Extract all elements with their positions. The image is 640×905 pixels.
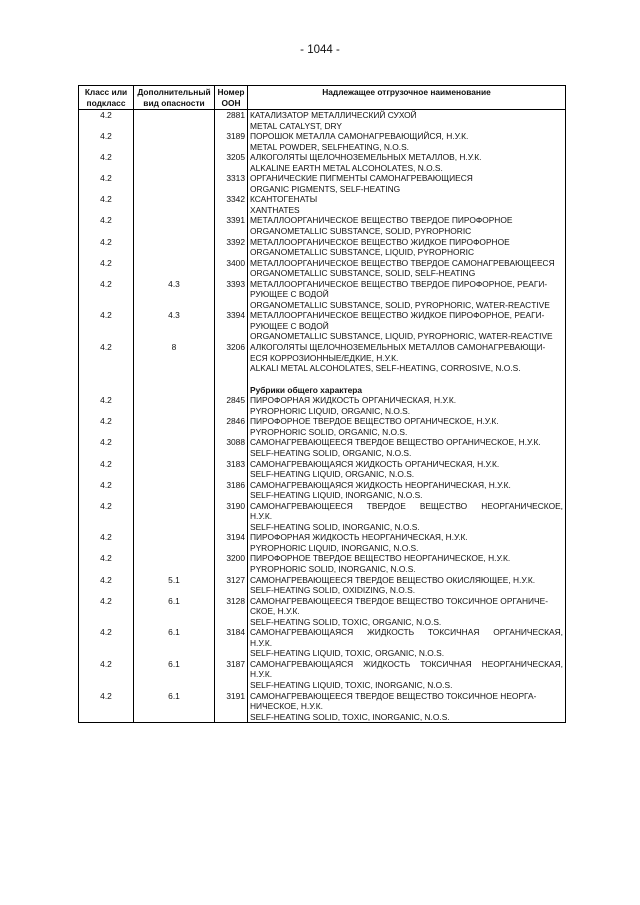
- table-row: [79, 659, 566, 691]
- class-cell: 4.2: [79, 110, 134, 132]
- shipping-name-line: ALKALI METAL ALCOHOLATES, SELF-HEATING, CORROSIVE, N.O.S.: [250, 363, 521, 374]
- un-number-cell: 3206: [215, 342, 248, 374]
- un-number-cell: 3391: [215, 215, 248, 236]
- class-cell: 4.2: [79, 131, 134, 152]
- un-number-cell: 3189: [215, 131, 248, 152]
- subsidiary-risk-cell: 6.1: [134, 596, 215, 628]
- table-row: [79, 416, 566, 437]
- shipping-name-line: PYROPHORIC LIQUID, ORGANIC, N.O.S.: [250, 405, 411, 416]
- shipping-name-cell: [248, 659, 566, 691]
- class-cell: 4.2: [79, 152, 134, 173]
- shipping-name-line: САМОНАГРЕВАЮЩАЯСЯ ЖИДКОСТЬ ТОКСИЧНАЯ ОРГАНИЧЕСКАЯ,: [250, 627, 563, 638]
- class-cell: 4.2: [79, 691, 134, 723]
- shipping-name-cell: [248, 437, 566, 458]
- table-row: [79, 691, 566, 723]
- empty-cell: [134, 374, 215, 396]
- shipping-name-line: Н.У.К.: [250, 669, 273, 680]
- un-number-cell: 3127: [215, 575, 248, 596]
- shipping-name-line: ПИРОФОРНАЯ ЖИДКОСТЬ ОРГАНИЧЕСКАЯ, Н.У.К.: [250, 395, 457, 406]
- shipping-name-line: Н.У.К.: [250, 511, 273, 522]
- shipping-name-cell: [248, 310, 566, 342]
- class-cell: 4.2: [79, 553, 134, 574]
- shipping-name-line: ORGANOMETALLIC SUBSTANCE, SOLID, PYROPHORIC, WATER-REACTIVE: [250, 299, 550, 310]
- class-cell: 4.2: [79, 596, 134, 628]
- table-row: [79, 501, 566, 533]
- class-cell: 4.2: [79, 279, 134, 311]
- shipping-name-line: КСАНТОГЕНАТЫ: [250, 194, 318, 205]
- shipping-name-line: САМОНАГРЕВАЮЩЕЕСЯ ТВЕРДОЕ ВЕЩЕСТВО ТОКСИЧНОЕ ОРГАНИЧЕ-: [250, 595, 548, 606]
- table-header-row: [79, 86, 566, 110]
- subsidiary-risk-cell: [134, 416, 215, 437]
- un-number-cell: 2846: [215, 416, 248, 437]
- un-number-cell: 3393: [215, 279, 248, 311]
- un-number-cell: 3392: [215, 237, 248, 258]
- shipping-name-line: МЕТАЛЛООРГАНИЧЕСКОЕ ВЕЩЕСТВО ТВЕРДОЕ САМОНАГРЕВАЮЩЕЕСЯ: [250, 257, 555, 268]
- subsidiary-risk-cell: [134, 110, 215, 132]
- un-number-cell: 2845: [215, 395, 248, 416]
- shipping-name-line: SELF-HEATING LIQUID, ORGANIC, N.O.S.: [250, 469, 415, 480]
- subsidiary-risk-cell: 6.1: [134, 627, 215, 659]
- shipping-name-line: ORGANIC PIGMENTS, SELF-HEATING: [250, 183, 401, 194]
- shipping-name-line: SELF-HEATING LIQUID, TOXIC, ORGANIC, N.O.S.: [250, 648, 445, 659]
- shipping-name-line: ALKALINE EARTH METAL ALCOHOLATES, N.O.S.: [250, 162, 443, 173]
- shipping-name-line: ORGANOMETALLIC SUBSTANCE, LIQUID, PYROPHORIC, WATER-REACTIVE: [250, 331, 553, 342]
- table-row: [79, 480, 566, 501]
- class-cell: 4.2: [79, 459, 134, 480]
- shipping-name-line: SELF-HEATING LIQUID, TOXIC, INORGANIC, N.O.S.: [250, 679, 453, 690]
- table-row: [79, 237, 566, 258]
- shipping-name-line: PYROPHORIC SOLID, INORGANIC, N.O.S.: [250, 563, 416, 574]
- shipping-name-cell: [248, 501, 566, 533]
- shipping-name-cell: [248, 627, 566, 659]
- subsidiary-risk-cell: [134, 459, 215, 480]
- shipping-name-cell: [248, 480, 566, 501]
- shipping-name-line: PYROPHORIC LIQUID, INORGANIC, N.O.S.: [250, 542, 419, 553]
- shipping-name-line: АЛКОГОЛЯТЫ ЩЕЛОЧНОЗЕМЕЛЬНЫХ МЕТАЛЛОВ САМОНАГРЕВАЮЩИ-: [250, 342, 546, 353]
- shipping-name-line: XANTHATES: [250, 204, 300, 215]
- class-cell: 4.2: [79, 501, 134, 533]
- shipping-name-cell: [248, 279, 566, 311]
- page-number: - 1044 -: [300, 44, 340, 56]
- subsidiary-risk-cell: [134, 480, 215, 501]
- shipping-name-cell: [248, 459, 566, 480]
- table-row: [79, 553, 566, 574]
- table-row: [79, 310, 566, 342]
- table-row: [79, 532, 566, 553]
- shipping-name-line: ЕСЯ КОРРОЗИОННЫЕ/ЕДКИЕ, Н.У.К.: [250, 352, 399, 363]
- subsidiary-risk-cell: [134, 437, 215, 458]
- shipping-name-cell: [248, 110, 566, 132]
- table-row: [79, 437, 566, 458]
- un-number-cell: 3190: [215, 501, 248, 533]
- shipping-name-line: SELF-HEATING LIQUID, INORGANIC, N.O.S.: [250, 490, 423, 501]
- table-row: [79, 627, 566, 659]
- subsidiary-risk-cell: [134, 395, 215, 416]
- table-body: [79, 110, 566, 723]
- dangerous-goods-table: [78, 85, 566, 723]
- subsidiary-risk-cell: [134, 215, 215, 236]
- subsidiary-risk-cell: [134, 173, 215, 194]
- class-cell: 4.2: [79, 258, 134, 279]
- header-shipping-name: Надлежащее отгрузочное наименование: [248, 86, 566, 110]
- shipping-name-line: ORGANOMETALLIC SUBSTANCE, SOLID, SELF-HEATING: [250, 268, 476, 279]
- class-cell: 4.2: [79, 627, 134, 659]
- class-cell: 4.2: [79, 575, 134, 596]
- header-class: Класс или подкласс: [79, 86, 134, 110]
- shipping-name-line: ОРГАНИЧЕСКИЕ ПИГМЕНТЫ САМОНАГРЕВАЮЩИЕСЯ: [250, 173, 473, 184]
- shipping-name-line: МЕТАЛЛООРГАНИЧЕСКОЕ ВЕЩЕСТВО ТВЕРДОЕ ПИРОФОРНОЕ, РЕАГИ-: [250, 278, 548, 289]
- shipping-name-line: SELF-HEATING SOLID, OXIDIZING, N.O.S.: [250, 585, 416, 596]
- un-number-cell: 3186: [215, 480, 248, 501]
- un-number-cell: 3088: [215, 437, 248, 458]
- table-row: [79, 459, 566, 480]
- class-cell: 4.2: [79, 237, 134, 258]
- table-row: [79, 596, 566, 628]
- shipping-name-cell: [248, 194, 566, 215]
- shipping-name-line: METAL CATALYST, DRY: [250, 120, 342, 131]
- shipping-name-line: САМОНАГРЕВАЮЩАЯСЯ ЖИДКОСТЬ ТОКСИЧНАЯ НЕОРГАНИЧЕСКАЯ,: [250, 658, 563, 669]
- empty-cell: [79, 374, 134, 396]
- shipping-name-line: САМОНАГРЕВАЮЩЕЕСЯ ТВЕРДОЕ ВЕЩЕСТВО НЕОРГАНИЧЕСКОЕ,: [250, 500, 563, 511]
- subsidiary-risk-cell: 4.3: [134, 310, 215, 342]
- class-cell: 4.2: [79, 480, 134, 501]
- shipping-name-cell: [248, 152, 566, 173]
- shipping-name-line: PYROPHORIC SOLID, ORGANIC, N.O.S.: [250, 426, 408, 437]
- shipping-name-line: SELF-HEATING SOLID, INORGANIC, N.O.S.: [250, 521, 420, 532]
- empty-cell: [215, 374, 248, 396]
- un-number-cell: 3394: [215, 310, 248, 342]
- subsidiary-risk-cell: [134, 194, 215, 215]
- shipping-name-line: КАТАЛИЗАТОР МЕТАЛЛИЧЕСКИЙ СУХОЙ: [250, 110, 417, 120]
- shipping-name-cell: [248, 237, 566, 258]
- shipping-name-line: САМОНАГРЕВАЮЩЕЕСЯ ТВЕРДОЕ ВЕЩЕСТВО ОКИСЛЯЮЩЕЕ, Н.У.К.: [250, 574, 536, 585]
- shipping-name-cell: [248, 532, 566, 553]
- subsidiary-risk-cell: 5.1: [134, 575, 215, 596]
- un-number-cell: 3183: [215, 459, 248, 480]
- un-number-cell: 3313: [215, 173, 248, 194]
- un-number-cell: 3194: [215, 532, 248, 553]
- shipping-name-line: МЕТАЛЛООРГАНИЧЕСКОЕ ВЕЩЕСТВО ЖИДКОЕ ПИРОФОРНОЕ, РЕАГИ-: [250, 310, 545, 321]
- shipping-name-line: САМОНАГРЕВАЮЩАЯСЯ ЖИДКОСТЬ НЕОРГАНИЧЕСКАЯ, Н.У.К.: [250, 479, 511, 490]
- shipping-name-line: МЕТАЛЛООРГАНИЧЕСКОЕ ВЕЩЕСТВО ТВЕРДОЕ ПИРОФОРНОЕ: [250, 215, 513, 226]
- subsidiary-risk-cell: 4.3: [134, 279, 215, 311]
- un-number-cell: 3205: [215, 152, 248, 173]
- class-cell: 4.2: [79, 310, 134, 342]
- shipping-name-line: ПИРОФОРНАЯ ЖИДКОСТЬ НЕОРГАНИЧЕСКАЯ, Н.У.К.: [250, 532, 468, 543]
- class-cell: 4.2: [79, 342, 134, 374]
- un-number-cell: 2881: [215, 110, 248, 132]
- subsidiary-risk-cell: [134, 237, 215, 258]
- shipping-name-line: METAL POWDER, SELFHEATING, N.O.S.: [250, 141, 409, 152]
- class-cell: 4.2: [79, 173, 134, 194]
- shipping-name-line: Н.У.К.: [250, 637, 273, 648]
- shipping-name-line: САМОНАГРЕВАЮЩАЯСЯ ЖИДКОСТЬ ОРГАНИЧЕСКАЯ, Н.У.К.: [250, 458, 500, 469]
- shipping-name-line: ORGANOMETALLIC SUBSTANCE, SOLID, PYROPHORIC: [250, 226, 472, 237]
- un-number-cell: 3200: [215, 553, 248, 574]
- subsidiary-risk-cell: [134, 532, 215, 553]
- subsidiary-risk-cell: 8: [134, 342, 215, 374]
- subsidiary-risk-cell: [134, 258, 215, 279]
- shipping-name-cell: [248, 131, 566, 152]
- un-number-cell: 3191: [215, 691, 248, 723]
- class-cell: 4.2: [79, 416, 134, 437]
- shipping-name-line: SELF-HEATING SOLID, TOXIC, ORGANIC, N.O.S.: [250, 616, 442, 627]
- table-row: [79, 395, 566, 416]
- class-cell: 4.2: [79, 532, 134, 553]
- header-subsidiary-risk: Дополнительный вид опасности: [134, 86, 215, 110]
- shipping-name-line: НИЧЕСКОЕ, Н.У.К.: [250, 701, 323, 712]
- subsidiary-risk-cell: [134, 131, 215, 152]
- shipping-name-cell: [248, 215, 566, 236]
- header-un-number: Номер ООН: [215, 86, 248, 110]
- section-row: [79, 374, 566, 396]
- table-row: [79, 131, 566, 152]
- class-cell: 4.2: [79, 395, 134, 416]
- shipping-name-line: АЛКОГОЛЯТЫ ЩЕЛОЧНОЗЕМЕЛЬНЫХ МЕТАЛЛОВ, Н.У.К.: [250, 152, 482, 163]
- table-row: [79, 215, 566, 236]
- shipping-name-cell: [248, 553, 566, 574]
- shipping-name-line: РУЮЩЕЕ С ВОДОЙ: [250, 289, 329, 300]
- class-cell: 4.2: [79, 194, 134, 215]
- subsidiary-risk-cell: 6.1: [134, 659, 215, 691]
- table-row: [79, 258, 566, 279]
- shipping-name-line: САМОНАГРЕВАЮЩЕЕСЯ ТВЕРДОЕ ВЕЩЕСТВО ОРГАНИЧЕСКОЕ, Н.У.К.: [250, 437, 541, 448]
- shipping-name-cell: [248, 596, 566, 628]
- subsidiary-risk-cell: [134, 152, 215, 173]
- un-number-cell: 3128: [215, 596, 248, 628]
- subsidiary-risk-cell: [134, 501, 215, 533]
- shipping-name-cell: [248, 173, 566, 194]
- shipping-name-cell: [248, 575, 566, 596]
- table-row: [79, 575, 566, 596]
- shipping-name-line: РУЮЩЕЕ С ВОДОЙ: [250, 320, 329, 331]
- table-row: [79, 110, 566, 132]
- class-cell: 4.2: [79, 659, 134, 691]
- un-number-cell: 3184: [215, 627, 248, 659]
- shipping-name-line: SELF-HEATING SOLID, ORGANIC, N.O.S.: [250, 447, 412, 458]
- subsidiary-risk-cell: [134, 553, 215, 574]
- shipping-name-line: САМОНАГРЕВАЮЩЕЕСЯ ТВЕРДОЕ ВЕЩЕСТВО ТОКСИЧНОЕ НЕОРГА-: [250, 690, 537, 701]
- shipping-name-cell: [248, 691, 566, 723]
- shipping-name-line: ORGANOMETALLIC SUBSTANCE, LIQUID, PYROPHORIC: [250, 247, 474, 258]
- table-row: [79, 342, 566, 374]
- table-row: [79, 173, 566, 194]
- subsidiary-risk-cell: 6.1: [134, 691, 215, 723]
- class-cell: 4.2: [79, 215, 134, 236]
- shipping-name-line: СКОЕ, Н.У.К.: [250, 606, 300, 617]
- un-number-cell: 3342: [215, 194, 248, 215]
- shipping-name-line: SELF-HEATING SOLID, TOXIC, INORGANIC, N.O.S.: [250, 711, 450, 722]
- un-number-cell: 3187: [215, 659, 248, 691]
- table-row: [79, 194, 566, 215]
- section-title: Рубрики общего характера: [250, 384, 362, 395]
- shipping-name-line: ПОРОШОК МЕТАЛЛА САМОНАГРЕВАЮЩИЙСЯ, Н.У.К.: [250, 131, 469, 142]
- shipping-name-cell: [248, 416, 566, 437]
- shipping-name-cell: [248, 342, 566, 374]
- class-cell: 4.2: [79, 437, 134, 458]
- shipping-name-line: ПИРОФОРНОЕ ТВЕРДОЕ ВЕЩЕСТВО ОРГАНИЧЕСКОЕ, Н.У.К.: [250, 416, 499, 427]
- shipping-name-line: ПИРОФОРНОЕ ТВЕРДОЕ ВЕЩЕСТВО НЕОРГАНИЧЕСКОЕ, Н.У.К.: [250, 553, 511, 564]
- un-number-cell: 3400: [215, 258, 248, 279]
- section-title-cell: [248, 374, 566, 396]
- shipping-name-cell: [248, 258, 566, 279]
- table-row: [79, 279, 566, 311]
- shipping-name-cell: [248, 395, 566, 416]
- table-row: [79, 152, 566, 173]
- shipping-name-line: МЕТАЛЛООРГАНИЧЕСКОЕ ВЕЩЕСТВО ЖИДКОЕ ПИРОФОРНОЕ: [250, 236, 510, 247]
